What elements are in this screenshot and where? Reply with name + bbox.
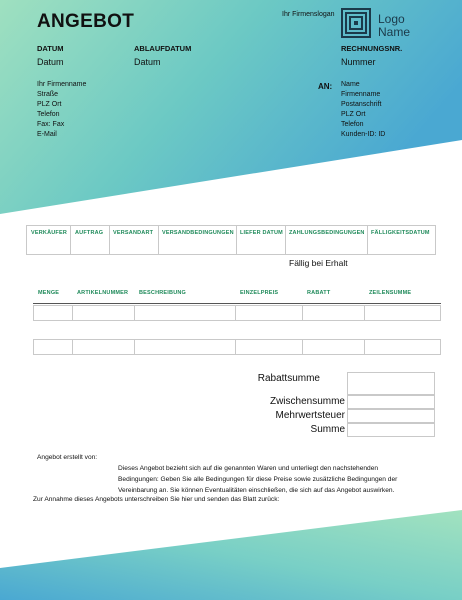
column-divider <box>236 225 237 255</box>
col-header-delivery-date: LIEFER DATUM <box>240 230 283 236</box>
company-slogan: Ihr Firmenslogan <box>282 11 335 18</box>
col-header-seller: VERKÄUFER <box>31 230 68 236</box>
column-divider <box>367 225 368 255</box>
footer-background <box>0 510 462 600</box>
col-header-description: BESCHREIBUNG <box>139 290 187 296</box>
table-row[interactable] <box>33 305 441 321</box>
col-header-line-total: ZEILENSUMME <box>369 290 412 296</box>
recipient-line[interactable]: PLZ Ort <box>341 111 366 118</box>
sender-line[interactable]: Straße <box>37 91 59 98</box>
date-value[interactable]: Datum <box>37 57 64 67</box>
cell-divider <box>72 305 73 321</box>
invoice-number-value[interactable]: Nummer <box>341 57 376 67</box>
cell-divider <box>72 339 73 355</box>
document-title: ANGEBOT <box>37 11 135 32</box>
col-header-payment-terms: ZAHLUNGSBEDINGUNGEN <box>289 230 365 236</box>
logo-icon <box>341 8 371 38</box>
cell-divider <box>302 305 303 321</box>
table-header-rule <box>33 303 441 304</box>
date-label: DATUM <box>37 44 64 53</box>
sender-line[interactable]: PLZ Ort <box>37 101 62 108</box>
column-divider <box>109 225 110 255</box>
subtotal-label: Zwischensumme <box>269 396 345 407</box>
acceptance-text: Zur Annahme dieses Angebots unterschreiben Sie hier und senden das Blatt zurück: <box>33 496 280 503</box>
discount-total-field[interactable] <box>347 372 435 395</box>
col-header-discount: RABATT <box>307 290 331 296</box>
terms-line-3: Vereinbarung an. Sie können Eventualitäten einschließen, die sich auf das Angebot auswirken. <box>118 487 395 494</box>
col-header-quantity: MENGE <box>38 290 60 296</box>
expiry-value[interactable]: Datum <box>134 57 161 67</box>
col-header-unit-price: EINZELPREIS <box>240 290 279 296</box>
recipient-line[interactable]: Postanschrift <box>341 101 382 108</box>
total-label: Summe <box>310 424 345 435</box>
vat-label: Mehrwertsteuer <box>275 410 345 421</box>
cell-divider <box>302 339 303 355</box>
cell-divider <box>134 305 135 321</box>
col-header-due-date: FÄLLIGKEITSDATUM <box>371 230 430 236</box>
total-field[interactable] <box>347 423 435 437</box>
discount-total-label: Rabattsumme <box>257 373 320 384</box>
table-row[interactable] <box>33 339 441 355</box>
cell-divider <box>134 339 135 355</box>
expiry-label: ABLAUFDATUM <box>134 44 192 53</box>
recipient-address <box>341 80 385 140</box>
terms-line-1: Dieses Angebot bezieht sich auf die genannten Waren und unterliegt den nachstehenden <box>118 465 379 472</box>
column-divider <box>70 225 71 255</box>
cell-divider <box>364 339 365 355</box>
cell-divider <box>235 305 236 321</box>
col-header-shipping-terms: VERSANDBEDINGUNGEN <box>162 230 234 236</box>
sender-line[interactable]: Ihr Firmenname <box>37 81 87 88</box>
col-header-shipping-method: VERSANDART <box>113 230 154 236</box>
column-divider <box>158 225 159 255</box>
col-header-item-number: ARTIKELNUMMER <box>77 290 129 296</box>
recipient-line[interactable]: Telefon <box>341 121 364 128</box>
sender-address <box>37 80 86 140</box>
recipient-line[interactable]: Firmenname <box>341 91 381 98</box>
cell-divider <box>235 339 236 355</box>
recipient-label: AN: <box>318 82 333 91</box>
due-text[interactable]: Fällig bei Erhalt <box>289 258 348 268</box>
column-divider <box>285 225 286 255</box>
terms-line-2: Bedingungen: Geben Sie alle Bedingungen für diese Preise sowie zusätzliche Bedingungen der <box>118 476 398 483</box>
vat-field[interactable] <box>347 409 435 423</box>
subtotal-field[interactable] <box>347 395 435 409</box>
invoice-number-label: RECHNUNGSNR. <box>341 44 403 53</box>
sender-line[interactable]: Fax: Fax <box>37 121 65 128</box>
recipient-line[interactable]: Kunden-ID: ID <box>341 131 386 138</box>
cell-divider <box>364 305 365 321</box>
col-header-order: AUFTRAG <box>75 230 104 236</box>
sender-line[interactable]: E-Mail <box>37 131 57 138</box>
created-by-label: Angebot erstellt von: <box>37 454 98 461</box>
recipient-line[interactable]: Name <box>341 81 360 88</box>
sender-line[interactable]: Telefon <box>37 111 60 118</box>
logo-text: Logo Name <box>378 12 411 39</box>
